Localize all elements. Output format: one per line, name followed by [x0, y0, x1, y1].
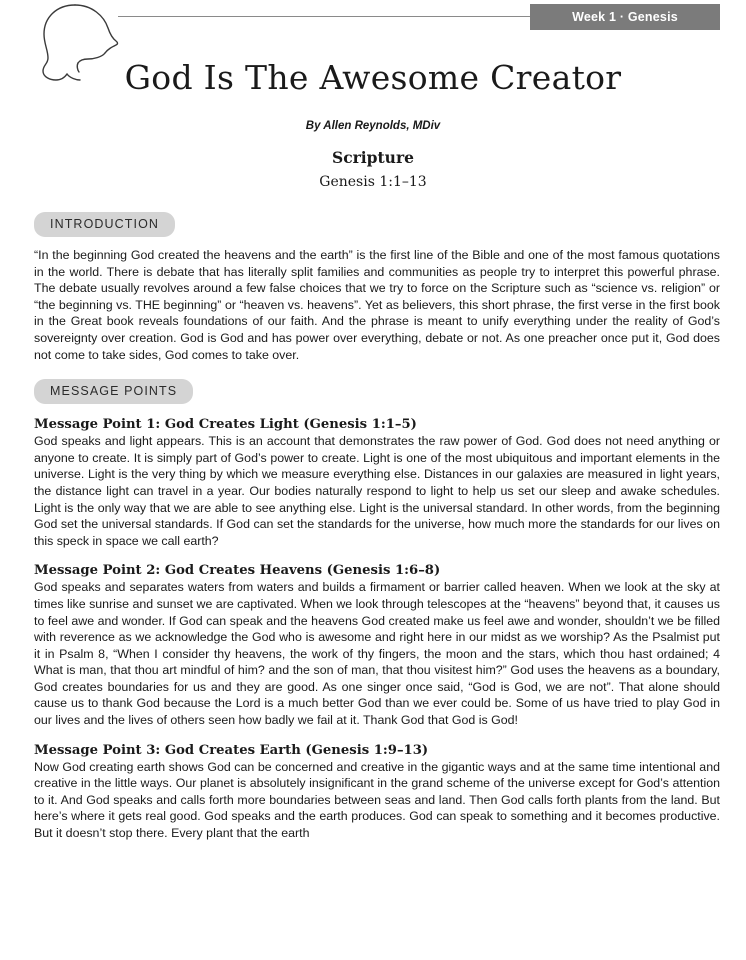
- author-byline: By Allen Reynolds, MDiv: [305, 120, 441, 132]
- page-title: God Is The Awesome Creator: [124, 58, 622, 97]
- message-point-3-heading: Message Point 3: God Creates Earth (Genesis 1:9–13): [34, 742, 429, 758]
- scripture-reference: Genesis 1:1–13: [319, 174, 427, 190]
- scripture-label: Scripture: [332, 148, 414, 167]
- message-points-section-header: [34, 379, 746, 404]
- message-point-1-text: God speaks and light appears. This is an account that demonstrates the raw power of God. God does not need anything or anyone to create. It is simply part of God’s power to create. Light is one of the most ubiquitous and important elements in the universe. Light is the very thing by which we measure everything else. Distances in our galaxies are measured in light years, the distance light can travel in a year. Our bodies naturally respond to light to help us set our sleep and awake schedules. Light is the only way that we are able to see anything else. Light is the universal standard. In other words, from the beginning God set the universal standards. If God can set the standards for the universe, how much more the standards for our lives on this speck in space we call earth?: [34, 434, 720, 548]
- week-badge: Week 1 · Genesis: [530, 4, 720, 30]
- introduction-body: [0, 247, 746, 363]
- introduction-section-header: [34, 212, 746, 237]
- message-point-2-heading: Message Point 2: God Creates Heavens (Genesis 1:6–8): [34, 563, 441, 579]
- message-point-1-heading: Message Point 1: God Creates Light (Genesis 1:1–5): [34, 417, 417, 433]
- header-divider-rule: [118, 16, 530, 17]
- message-points-pill: MESSAGE POINTS: [34, 379, 193, 404]
- message-point-3-text: Now God creating earth shows God can be concerned and creative in the gigantic ways and at the same time intentional and creative in the little ways. Our planet is absolutely insignificant in the grand scheme of the universe except for God’s attention to it. And God speaks and calls forth more boundaries between seas and land. Then God calls forth plants from the land. But here’s where it gets real good. God speaks and the earth produces. God can speak to something and it becomes productive. But it doesn’t stop there. Every plant that the earth: [34, 759, 720, 841]
- introduction-paragraph: “In the beginning God created the heavens and the earth” is the first line of the Bible and one of the most famous quotations in the world. There is debate that has literally split families and communities as people try to interpret this powerful phrase. The debate usually revolves around a few false choices that we try to force on the Scripture such as “science vs. religion” or “the beginning vs. THE beginning” or “heaven vs. heavens”. Yet as believers, this short phrase, the first verse in the first book in the Great book reveals foundations of our faith. And the phrase is meant to unify everything under the reality of God’s sovereignty over creation. God is God and has power over everything, debate or not. As one preacher once put it, God does not come to take sides, God comes to take over.: [34, 248, 720, 362]
- introduction-pill: INTRODUCTION: [34, 212, 175, 237]
- document-header: [0, 0, 746, 118]
- message-point-2-text: God speaks and separates waters from waters and builds a firmament or barrier called heaven. When we look at the sky at times like sunrise and sunset we are captivated. When we look through telescopes at the “heavens” beyond that, it causes us to feel awe and wonder. If God can speak and the heavens God created make us feel awe and wonder, shouldn’t we be filled with reverence as we acknowledge the God who is awesome and right here in our midst as we worship? As the Psalmist put it in Psalm 8, “When I consider thy heavens, the work of thy fingers, the moon and the stars, which thou hast ordained; 4 What is man, that thou art mindful of him? and the son of man, that thou visitest him?” God uses the heavens as a boundary, God creates boundaries for us and they are good. As one singer once said, “God is God, we are not”. That alone should cause us to thank God because the Lord is a much better God than we ever could be. Some of us have tried to play God in our lives and the lives of others seen how badly we fail at it. Thank God that God is God!: [34, 580, 720, 728]
- message-points-body: [0, 417, 746, 841]
